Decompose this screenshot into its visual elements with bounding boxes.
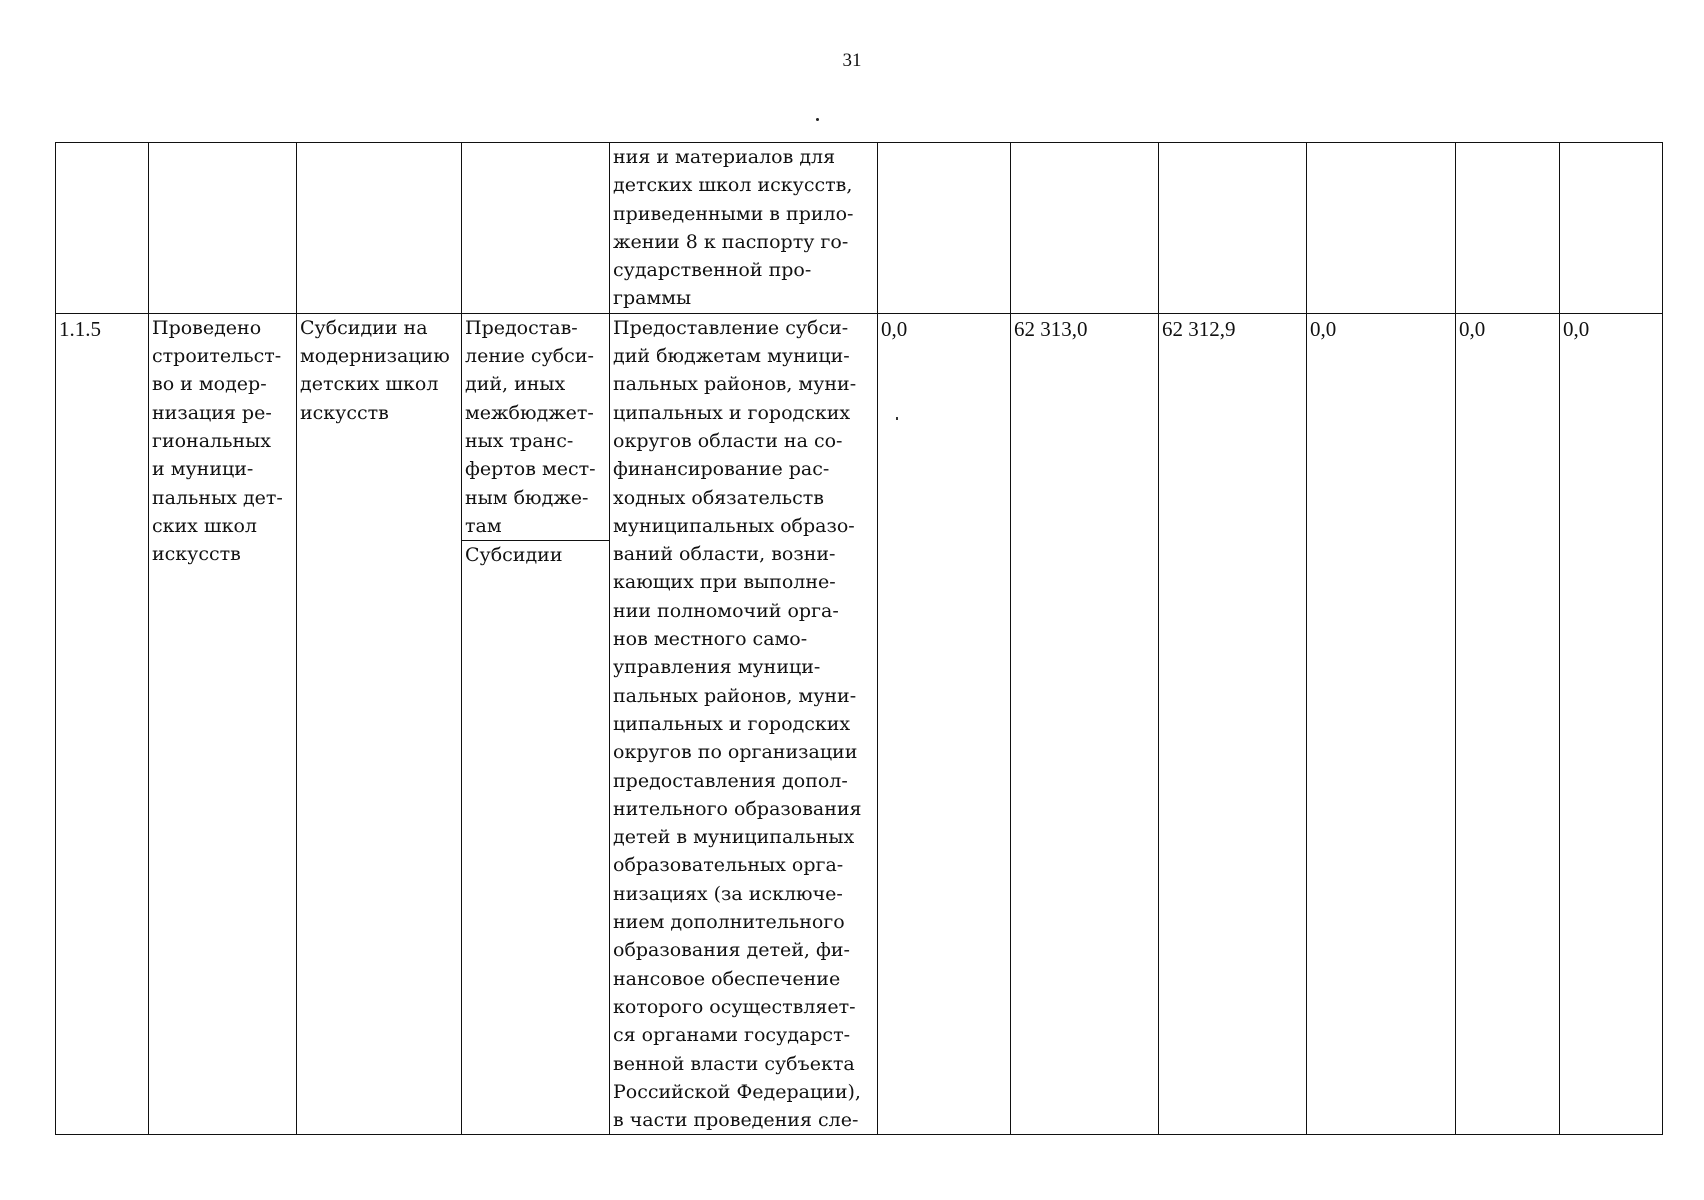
cell-code-empty [56, 143, 149, 314]
cell-result [149, 313, 297, 1135]
value-2: 62 313,0 [1014, 316, 1088, 341]
row-mechanism: Предостав- ление субси- дий, иных межбюджет- ных транс- фертов мест- ным бюдже- там [462, 314, 609, 541]
stray-dot [816, 118, 819, 121]
cell-value-4 [1307, 313, 1456, 1135]
program-table [55, 142, 1662, 1132]
value-1: 0,0 [881, 316, 908, 341]
cell-description [610, 313, 878, 1135]
row-description: Предоставление субси- дий бюджетам муници- пальных районов, муни- ципальных и городских округов области на со- финансирование рас- ходных обязательств муниципальных образо- ваний области, возни- кающих при выполне- нии полномочий орга- нов местного само- управления муници- пальных районов, муни- ципальных и городских округов по организации предоставления допол- нительного образования детей в муниципальных образовательных орга- низациях (за исключе- нием дополнительного образования детей, фи- нансовое обеспечение которого осуществляет- ся органами государст- венной власти субъекта Российской Федерации), в части проведения сле- [613, 316, 862, 1132]
cell-value-empty [1560, 143, 1663, 314]
cell-code [56, 313, 149, 1135]
cell-value-empty [1456, 143, 1560, 314]
cell-value-6 [1560, 313, 1663, 1135]
cell-value-empty [878, 143, 1011, 314]
value-5: 0,0 [1459, 316, 1486, 341]
cell-subsidy-empty [297, 143, 462, 314]
cell-value-1 [878, 313, 1011, 1135]
cell-value-empty [1011, 143, 1159, 314]
cell-mechanism [462, 313, 610, 1135]
page-number: 31 [842, 50, 862, 71]
row-mechanism-type: Субсидии [465, 544, 563, 567]
cell-result-empty [149, 143, 297, 314]
action-continuation-text: ния и материалов для детских школ искусств, приведенными в прило- жении 8 к паспорту го- сударственной про- граммы [613, 146, 854, 310]
cell-subsidy [297, 313, 462, 1135]
cell-value-empty [1307, 143, 1456, 314]
continuation-row [56, 143, 1663, 314]
cell-value-2 [1011, 313, 1159, 1135]
row-code: 1.1.5 [59, 316, 101, 341]
table-row [56, 313, 1663, 1135]
cell-value-empty [1159, 143, 1307, 314]
cell-action-continuation [610, 143, 878, 314]
value-3: 62 312,9 [1162, 316, 1236, 341]
row-subsidy: Субсидии на модернизацию детских школ искусств [300, 316, 450, 424]
cell-mechanism-empty [462, 143, 610, 314]
cell-value-3 [1159, 313, 1307, 1135]
row-result: Проведено строительст- во и модер- низация ре- гиональных и муници- пальных дет- ских школ искусств [152, 316, 283, 566]
value-6: 0,0 [1563, 316, 1590, 341]
cell-value-5 [1456, 313, 1560, 1135]
value-4: 0,0 [1310, 316, 1337, 341]
